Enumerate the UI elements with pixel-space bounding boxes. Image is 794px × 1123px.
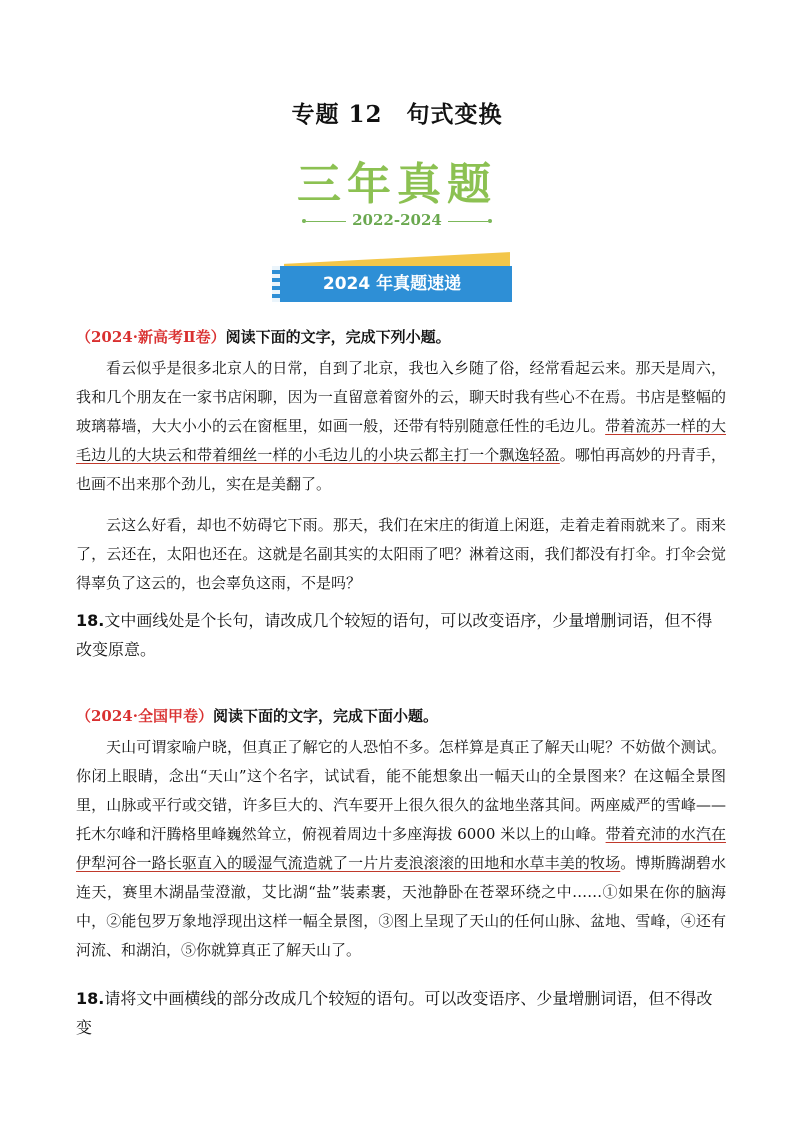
question-number: 18. (76, 989, 105, 1008)
underlined-sentence: 带着流苏一样的大毛边儿的大块云和带着细丝一样的小毛边儿的小块云都主打一个飘逸轻盈 (76, 417, 726, 464)
banner-label: 2024 年真题速递 (322, 274, 462, 294)
question-prompt (76, 606, 726, 664)
question-header-2 (76, 705, 438, 726)
passage-text: 。博斯腾湖碧水连天，赛里木湖晶莹澄澈，艾比湖“盐”装素裹，天池静卧在苍翠环绕之中……①如果在你的脑海中，②能包罗万象地浮现出这样一幅全景图，③图上呈现了天山的任何山脉、盆地、雪峰，④还有河流、和湖泊，⑤你就算真正了解天山了。 (76, 854, 726, 959)
decorative-line-right (448, 221, 488, 222)
question-text: 文中画线处是个长句，请改成几个较短的语句，可以改变语序，少量增删词语，但不得改变原意。 (76, 611, 713, 659)
decorative-line-left (306, 221, 346, 222)
question-instruction: 阅读下面的文字，完成下面小题。 (212, 707, 438, 725)
passage-text: 。哪怕再高妙的丹青手，也画不出来那个劲儿，实在是美翻了。 (76, 446, 726, 493)
section-heading: 三年真题 (297, 159, 497, 210)
underlined-sentence: 带着充沛的水汽在伊犁河谷一路长驱直入的暖湿气流造就了一片片麦浪滚滚的田地和水草丰美的牧场 (76, 825, 726, 872)
passage-paragraph (76, 511, 726, 598)
question-number: 18. (76, 611, 105, 630)
passage-text: 看云似乎是很多北京人的日常，自到了北京，我也入乡随了俗，经常看起云来。那天是周六，我和几个朋友在一家书店闲聊，因为一直留意着窗外的云，聊天时我有些心不在焉。书店是整幅的玻璃幕墙，大大小小的云在窗框里，如画一般，还带有特别随意任性的毛边儿。 (76, 359, 726, 435)
passage-text: 云这么好看，却也不妨碍它下雨。那天，我们在宋庄的街道上闲逛，走着走着雨就来了。雨来了，云还在，太阳也还在。这就是名副其实的太阳雨了吧？淋着这雨，我们都没有打伞。打伞会觉得辜负了这云的，也会辜负这雨，不是吗？ (76, 516, 726, 592)
page-title: 专题 12 句式变换 (291, 101, 503, 128)
question-prompt (76, 984, 726, 1042)
question-text: 请将文中画横线的部分改成几个较短的语句。可以改变语序、少量增删词语，但不得改变 (76, 989, 713, 1037)
question-header-1 (76, 326, 451, 347)
question-source: （2024·全国甲卷） (76, 707, 213, 725)
section-banner (272, 258, 512, 302)
passage-paragraph (76, 354, 726, 499)
passage-text: 天山可谓家喻户晓，但真正了解它的人恐怕不多。怎样算是真正了解天山呢？不妨做个测试。你闭上眼睛，念出“天山”这个名字，试试看，能不能想象出一幅天山的全景图来？在这幅全景图里，山脉或平行或交错，许多巨大的、汽车要开上很久很久的盆地坐落其间。两座威严的雪峰——托木尔峰和汗腾格里峰巍然耸立，俯视着周边十多座海拔 6000 米以上的山峰。 (76, 738, 726, 843)
year-range (0, 211, 794, 229)
question-source: （2024·新高考Ⅱ卷） (76, 328, 226, 346)
year-range-text: 2022-2024 (352, 211, 442, 229)
passage-paragraph (76, 733, 726, 965)
question-instruction: 阅读下面的文字，完成下列小题。 (225, 328, 451, 346)
